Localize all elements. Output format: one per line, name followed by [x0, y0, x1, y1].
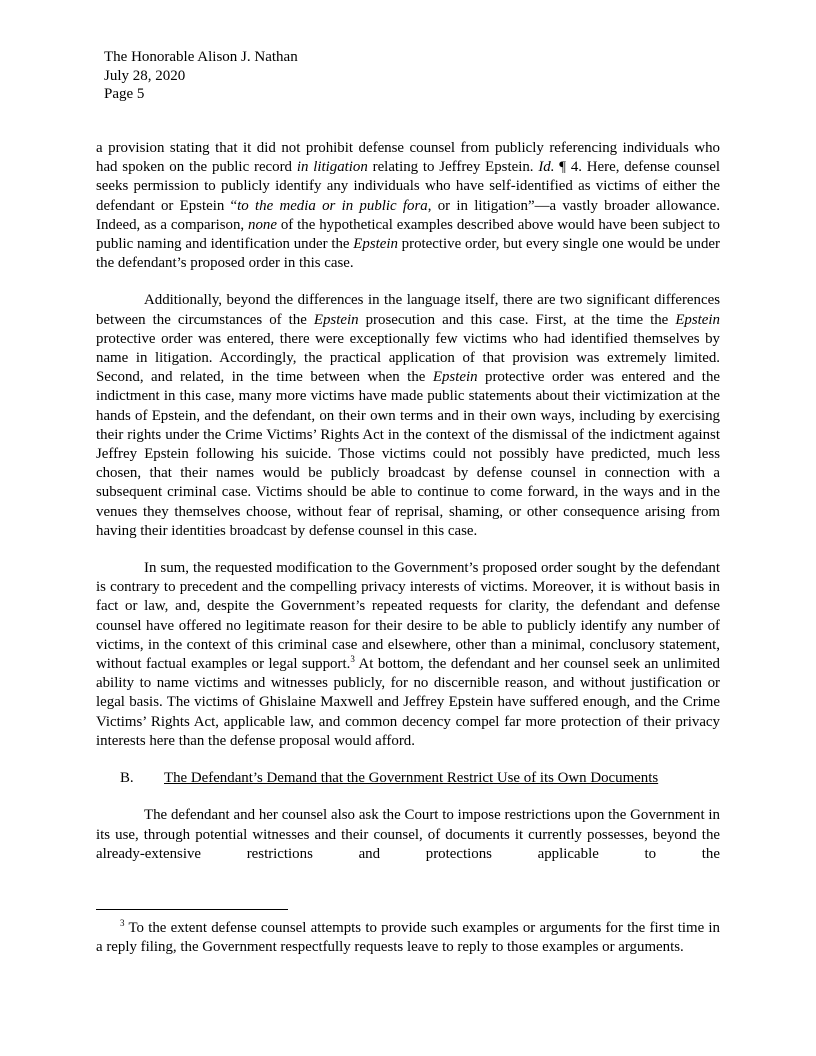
- text-run: relating to Jeffrey Epstein.: [367, 159, 539, 176]
- text-run: a provision stating that it did not prohibit defense counsel from publicly referencing individuals who had spoken on the public record: [96, 140, 720, 176]
- text-run: protective order, but every single one would be under the defendant’s proposed order in this case.: [96, 236, 720, 272]
- case-name: Epstein: [675, 311, 720, 328]
- italic-text: to the media or in public fora: [237, 197, 428, 214]
- paragraph-continuation: [96, 139, 720, 273]
- italic-text: in litigation: [296, 159, 368, 176]
- case-name: Epstein: [313, 311, 359, 328]
- footnote-number: 3: [120, 918, 125, 929]
- text-run: Additionally, beyond the differences in the language itself, there are two significant differences between the circumstances of the: [96, 292, 720, 328]
- text-run: ¶ 4. Here, defense counsel seeks permission to publicly identify any individuals who have self-identified as victims of either the defendant or Epstein “: [96, 159, 720, 214]
- letter-body: [96, 139, 720, 864]
- text-run: In sum, the requested modification to the Government’s proposed order sought by the defendant is contrary to precedent and the compelling privacy interests of victims. Moreover, it is without basis in fact or law, and, despite the Government’s repeated requests for clarity, the defendant and defense counsel have offered no legitimate reason for their desire to be able to publicly identify any number of victims, in the context of this criminal case and elsewhere, other than a minimal, conclusory statement, without factual examples or legal support.: [96, 560, 720, 673]
- text-run: protective order was entered, there were exceptionally few victims who had identified themselves by name in litigation. Accordingly, the practical application of that provision was extremely limited. Second, and related, in the time between when the: [96, 330, 720, 386]
- footnote-separator: [96, 909, 288, 910]
- footnote-ref[interactable]: 3: [350, 654, 355, 665]
- italic-text: none: [248, 216, 277, 233]
- section-letter: B.: [120, 770, 134, 787]
- letter-header: [104, 48, 298, 104]
- page-number: Page 5: [104, 86, 145, 102]
- letter-date: July 28, 2020: [104, 67, 186, 84]
- paragraph-summary: [96, 559, 720, 751]
- paragraph-differences: [96, 291, 720, 541]
- footnote-text: To the extent defense counsel attempts to provide such examples or arguments for the first time in a reply filing, the Government respectfully requests leave to reply to those examples or arguments.: [96, 920, 720, 956]
- case-name: Epstein: [432, 369, 478, 386]
- section-title: The Defendant’s Demand that the Government Restrict Use of its Own Documents: [164, 770, 659, 787]
- section-heading: [96, 769, 720, 788]
- citation-id: Id.: [538, 159, 555, 176]
- text-run: of the hypothetical examples described above would have been subject to public naming and identification under the: [96, 216, 720, 253]
- paragraph-documents: The defendant and her counsel also ask the Court to impose restrictions upon the Government in its use, through potential witnesses and their counsel, of documents it currently possesses, beyond the already-extensive restrictions and protections applicable to the: [96, 807, 720, 862]
- text-run: , or in litigation”—a vastly broader allowance. Indeed, as a comparison,: [96, 197, 720, 233]
- text-run: protective order was entered and the indictment in this case, many more victims have made public statements about their victimization at the hands of Epstein, and the defendant, on their own terms and in their own ways, including by exercising their rights under the Crime Victims’ Rights Act in the context of the dismissal of the indictment against Jeffrey Epstein following his suicide. Those victims could not possibly have predicted, much less chosen, that their names would be publicly broadcast by defense counsel in connection with a subsequent criminal case. Victims should be able to continue to come forward, in the ways and in the venues they themselves choose, without fear of reprisal, shaming, or other consequence arising from having their identities broadcast by defense counsel in this case.: [96, 369, 720, 539]
- addressee: The Honorable Alison J. Nathan: [104, 49, 298, 65]
- case-name: Epstein: [353, 236, 398, 253]
- footnote: [96, 919, 720, 957]
- text-run: At bottom, the defendant and her counsel seek an unlimited ability to name victims and witnesses publicly, for no discernible reason, and without justification or legal basis. The victims of Ghislaine Maxwell and Jeffrey Epstein have suffered enough, and the Crime Victims’ Rights Act, applicable law, and common decency compel far more protection of their privacy interests here than the defense proposal would afford.: [96, 656, 720, 749]
- text-run: prosecution and this case. First, at the time the: [358, 311, 676, 328]
